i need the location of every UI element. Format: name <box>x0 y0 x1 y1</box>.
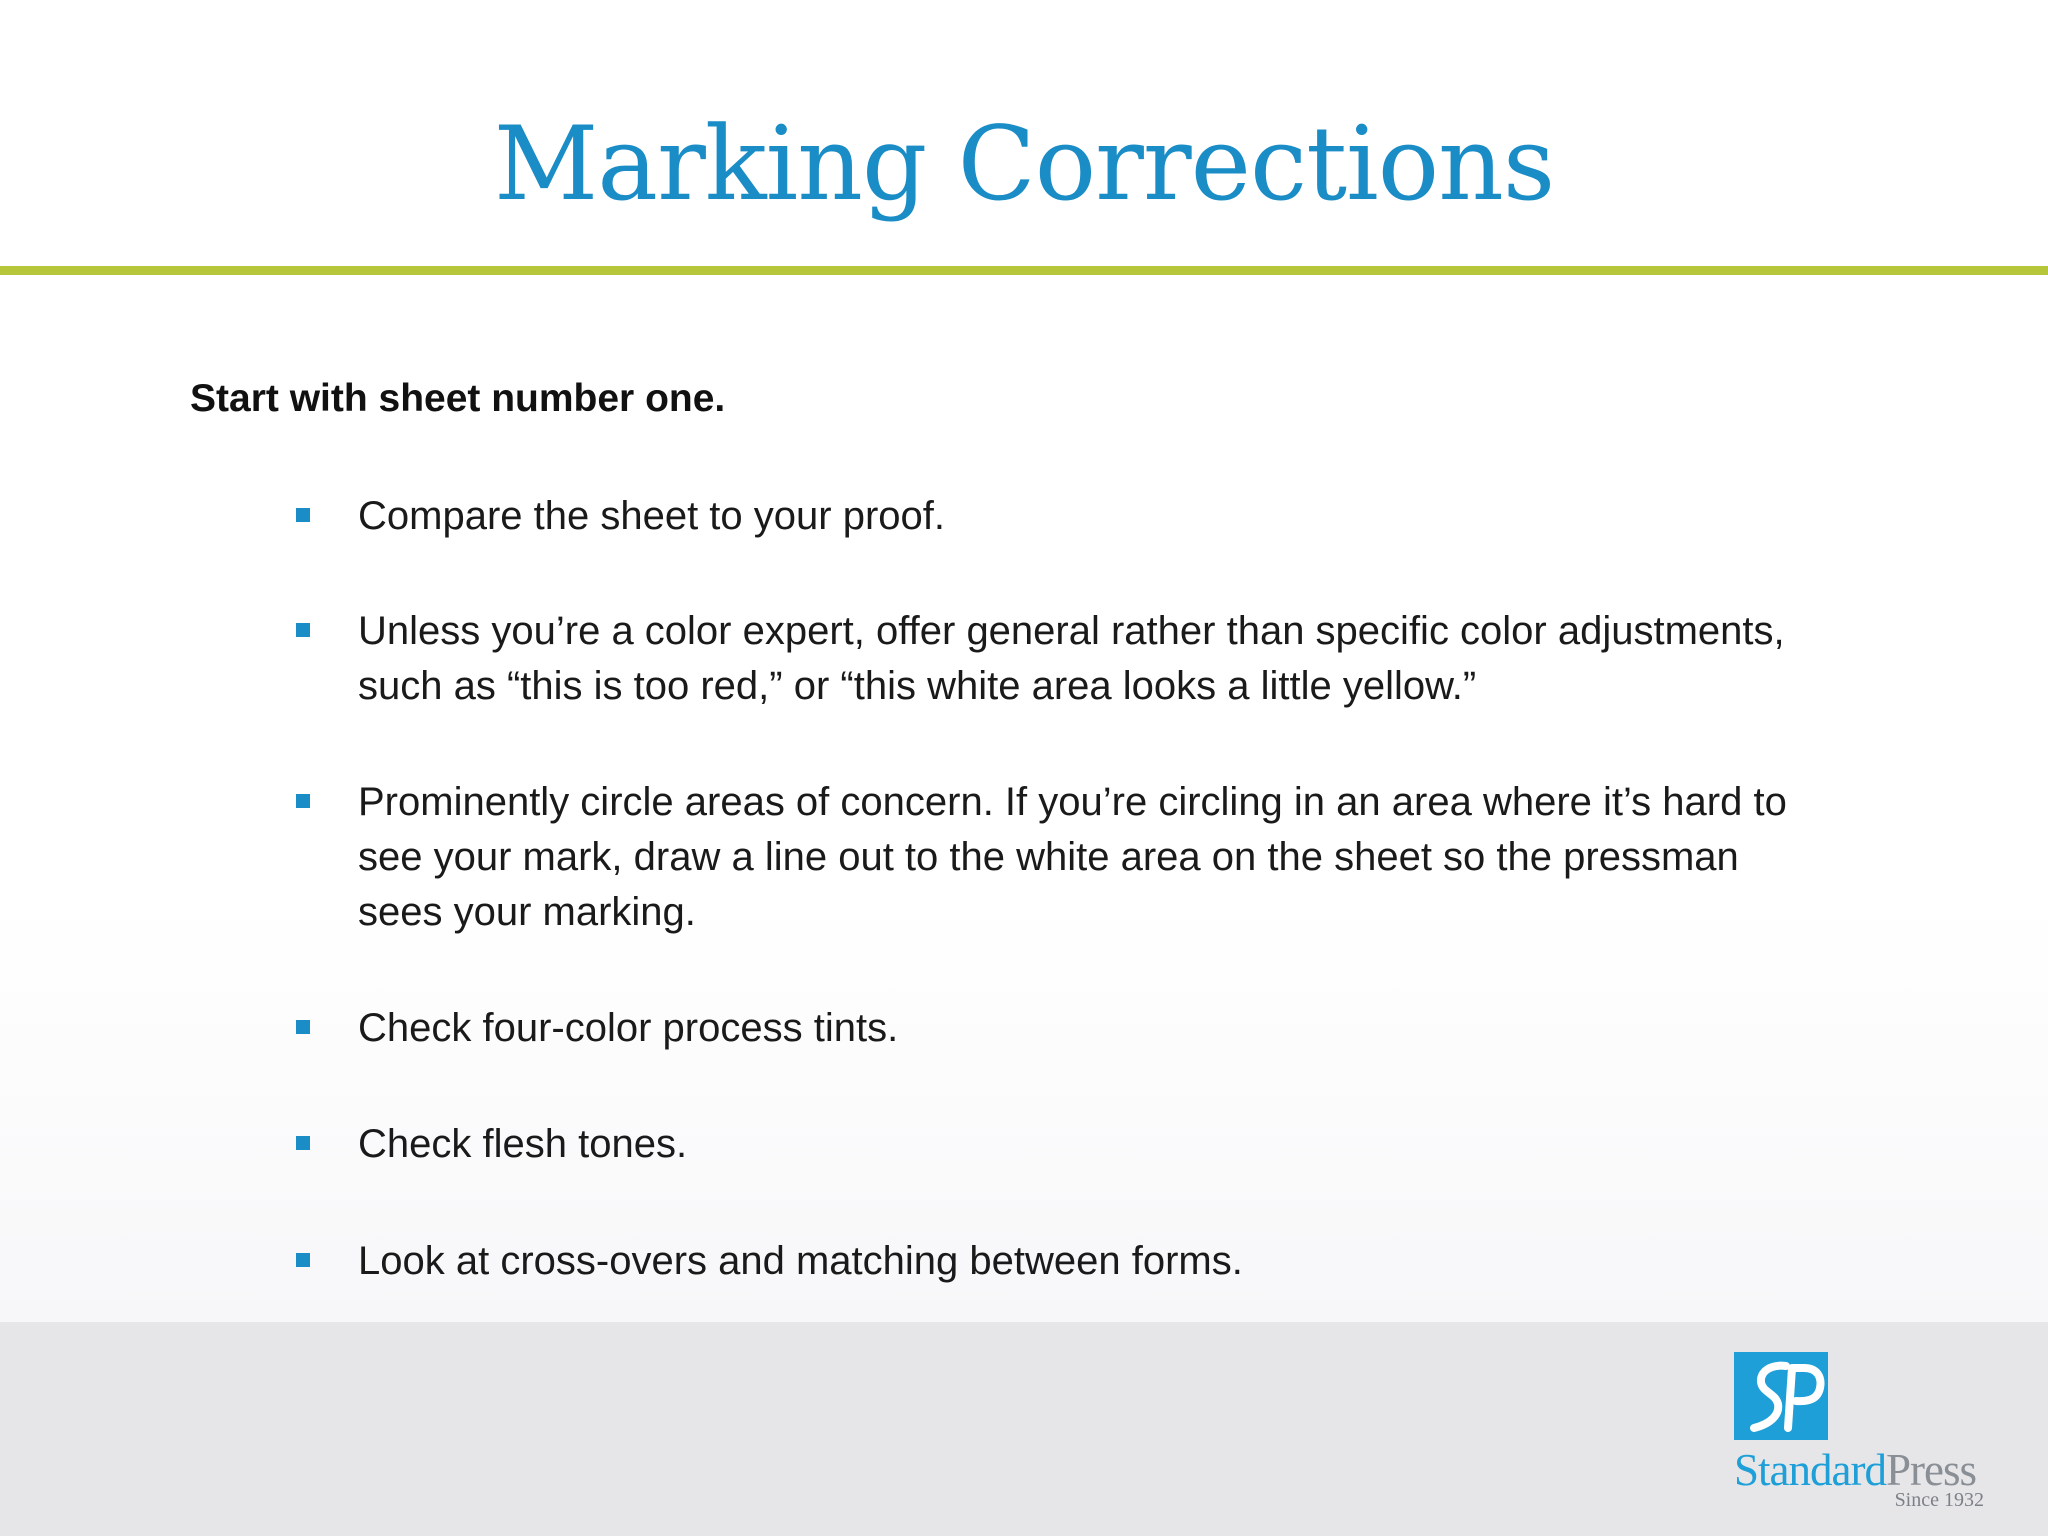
slide-title: Marking Corrections <box>493 105 1555 224</box>
bullet-text: Check four-color process tints. <box>358 1006 899 1050</box>
square-bullet-icon <box>296 1020 310 1034</box>
square-bullet-icon <box>296 623 310 637</box>
sp-monogram-icon <box>1734 1352 1828 1440</box>
square-bullet-icon <box>296 1136 310 1150</box>
standard-press-logo <box>1734 1352 1984 1522</box>
logo-wordmark-standard: Standard <box>1734 1445 1886 1495</box>
logo-since-text: Since 1932 <box>1894 1489 1984 1511</box>
bullet-text: Unless you’re a color expert, offer general rather than specific color adjustments, such as “this is too red,” or “this white area looks a little yellow.” <box>358 609 1785 708</box>
bullet-text: Check flesh tones. <box>358 1122 688 1166</box>
square-bullet-icon <box>296 508 310 522</box>
logo-wordmark-press: Press <box>1885 1445 1976 1495</box>
bullet-text: Look at cross-overs and matching between forms. <box>358 1239 1243 1283</box>
bullet-text: Prominently circle areas of concern. If you’re circling in an area where it’s hard to see your mark, draw a line out to the white area on the sheet so the pressman sees your marking. <box>358 780 1787 934</box>
title-divider <box>0 266 2048 275</box>
square-bullet-icon <box>296 1253 310 1267</box>
bullet-text: Compare the sheet to your proof. <box>358 494 945 538</box>
square-bullet-icon <box>296 794 310 808</box>
lead-text: Start with sheet number one. <box>190 377 726 420</box>
